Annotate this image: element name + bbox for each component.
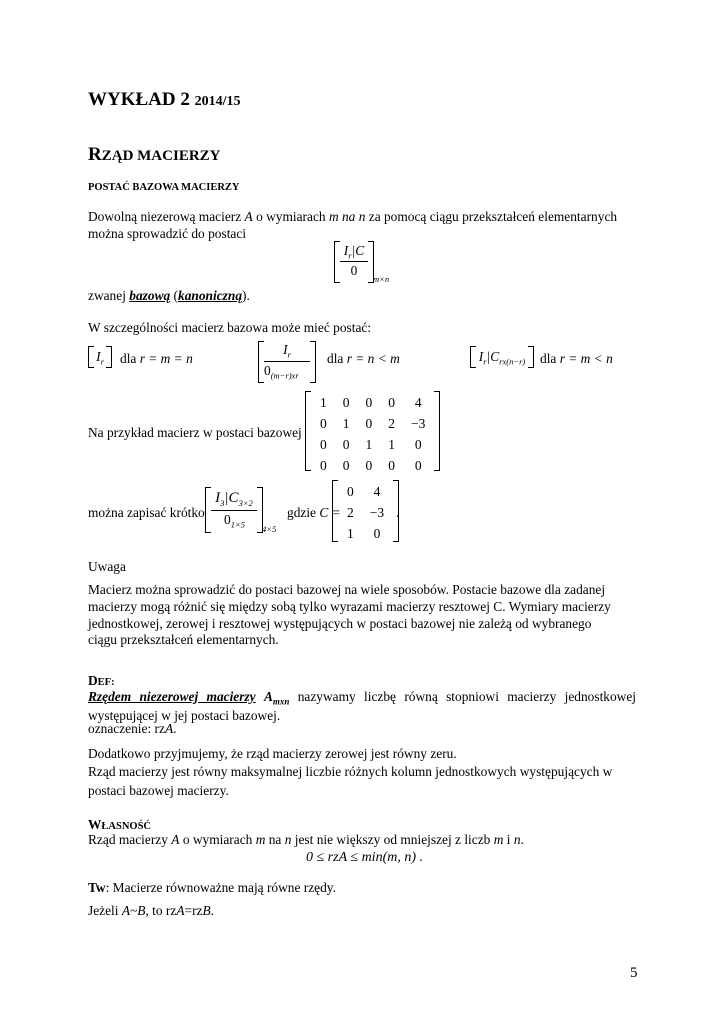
note-text: Macierz można sprowadzić do postaci bazowej na wiele sposobów. Postacie bazowe dla zadanej macierzy mogą różnić się między sobą tylko wyrazami macierzy resztowej C. Wymiary macierzy jednostkowej, zerowej i resztowej występujących w postaci bazowej nie zależą od wybranego ciągu przekształceń elementarnych. [88, 582, 611, 648]
lecture-title: WYKŁAD 2 2014/15 [88, 89, 241, 110]
property-label: WŁASNOŚĆ [88, 817, 151, 832]
gdzie-label: gdzie C = [287, 505, 341, 520]
definition-extra-3: postaci bazowej macierzy. [88, 783, 229, 798]
form-identity-c: $I_r|C_{rx(n-r)}$ [470, 346, 534, 368]
basic-form-name: zwanej bazową (kanoniczną). [88, 288, 250, 303]
c-matrix [332, 480, 399, 542]
definition-text: Rzędem niezerowej macierzy $A_{mxn}$ nazywamy liczbę równą stopniowi macierzy jednostkowej występującej w jej postaci bazowej. [88, 689, 637, 723]
form-identity: $I_r$ [88, 346, 112, 368]
definition-notation: oznaczenie: rzA. [88, 721, 177, 736]
form2-condition: dla r = n < m [327, 351, 400, 366]
matrix-row: 2 −3 [347, 505, 385, 521]
definition-label: DEF: [88, 673, 115, 688]
forms-intro: W szczególności macierz bazowa może mieć postać: [88, 320, 372, 335]
form-identity-over-zero: $I_r$ $0_{(m-r)xr}$ [258, 341, 316, 383]
form3-condition: dla r = m < n [540, 351, 613, 366]
definition-extra-1: Dodatkowo przyjmujemy, że rząd macierzy zerowej jest równy zeru. [88, 746, 457, 761]
matrix-row: 1 0 0 0 4 [320, 395, 422, 411]
section-title: RZĄD MACIERZY [88, 144, 221, 165]
section-subtitle: POSTAĆ BAZOWA MACIERZY [88, 182, 240, 193]
example-label: Na przykład macierz w postaci bazowej [88, 425, 302, 440]
note-heading: Uwaga [88, 559, 126, 574]
form1-condition: dla r = m = n [120, 351, 193, 366]
matrix-row: 0 1 0 2 −3 [320, 416, 426, 432]
property-text: Rząd macierzy A o wymiarach m na n jest nie większy od mniejszej z liczb m i n. [88, 832, 524, 847]
example-matrix [305, 391, 440, 474]
property-formula: 0 ≤ rzA ≤ min(m, n) . [306, 850, 423, 865]
theorem-text: Tw: Macierze równoważne mają równe rzędy. [88, 880, 336, 895]
theorem-line2: Jeżeli A~B, to rzA=rzB. [88, 903, 215, 918]
page-number: 5 [630, 965, 638, 981]
matrix-row: 0 0 1 1 0 [320, 437, 422, 453]
basic-form-matrix: $I_r|C$ 0 [334, 241, 374, 283]
matrix-row: 1 0 [347, 526, 381, 542]
matrix-row: 0 4 [347, 484, 381, 500]
matrix-row: 0 0 0 0 0 [320, 458, 422, 474]
intro-paragraph: Dowolną niezerową macierz A o wymiarach m na n za pomocą ciągu przekształceń elementarnych można sprowadzić do postaci [88, 209, 618, 241]
short-form-size: 4×5 [262, 524, 277, 534]
short-form-label: można zapisać krótko [88, 505, 205, 520]
short-form-matrix: $I_3|C_{3\times 2}$ $0_{1\times 5}$ [205, 487, 263, 533]
c-matrix-dot: . [396, 505, 400, 520]
definition-extra-2: Rząd macierzy jest równy maksymalnej liczbie różnych kolumn jednostkowych występujących w [88, 764, 613, 779]
basic-form-size: m×n [373, 274, 390, 284]
